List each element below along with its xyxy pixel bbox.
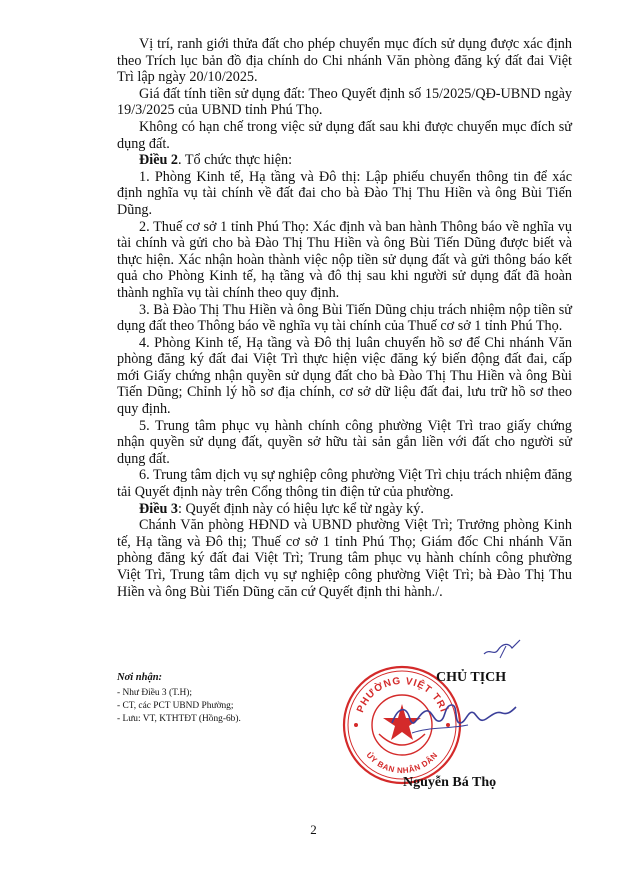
paragraph: 3. Bà Đào Thị Thu Hiền và ông Bùi Tiến Dũng chịu trách nhiệm nộp tiền sử dụng đất theo Thông báo về nghĩa vụ tài chính của Thuế cơ sở 1 tỉnh Phú Thọ. <box>117 301 572 335</box>
recipient-item: - CT, các PCT UBND Phường; <box>117 701 234 711</box>
recipient-item: - Như Điều 3 (T.H); <box>117 688 192 698</box>
article-label: Điều 3 <box>139 500 179 517</box>
recipients-title: Nơi nhận: <box>117 672 163 683</box>
article-label: Điều 2 <box>139 152 179 169</box>
paragraph: Không có hạn chế trong việc sử dụng đất sau khi được chuyển mục đích sử dụng đất. <box>117 118 572 152</box>
paragraph: Chánh Văn phòng HĐND và UBND phường Việt Trì; Trưởng phòng Kinh tế, Hạ tầng và Đô thị; Thuế cơ sở 1 tỉnh Phú Thọ; Giám đốc Chi nhánh Văn phòng đăng ký đất đai Việt Trì; Trung tâm phục vụ hành chính công phường Việt Trì, Trung tâm dịch vụ sự nghiệp công phường Việt Trì; bà Đào Thị Thu Hiền và ông Bùi Tiến Dũng căn cứ Quyết định thi hành./. <box>117 517 572 600</box>
signer-name: Nguyễn Bá Thọ <box>403 775 497 790</box>
recipients-block <box>117 672 347 726</box>
paragraph: 2. Thuế cơ sở 1 tỉnh Phú Thọ: Xác định và ban hành Thông báo về nghĩa vụ tài chính và gửi cho bà Đào Thị Thu Hiền và ông Bùi Tiến Dũng được biết và thực hiện. Xác nhận hoàn thành việc nộp tiền sử dụng đất và gửi thông báo kết quả cho Phòng Kinh tế, hạ tầng và đô thị sau khi người sử dụng đất đã hoàn thành nghĩa vụ tài chính theo quy định. <box>117 218 572 301</box>
paragraph: 4. Phòng Kinh tế, Hạ tầng và Đô thị luân chuyển hồ sơ để Chi nhánh Văn phòng đăng ký đất đai Việt Trì thực hiện việc đăng ký biến động đất đai, cấp mới Giấy chứng nhận quyền sử dụng đất cho bà Đào Thị Thu Hiền và ông Bùi Tiến Dũng; Chỉnh lý hồ sơ địa chính, cơ sở dữ liệu đất đai, lưu trữ hồ sơ theo quy định. <box>117 334 572 418</box>
article-2-heading: Điều 2. Tổ chức thực hiện: <box>139 152 293 169</box>
signer-title: CHỦ TỊCH <box>436 670 507 685</box>
paragraph: 5. Trung tâm phục vụ hành chính công phường Việt Trì trao giấy chứng nhận quyền sử dụng đất, quyền sở hữu tài sản gắn liền với đất cho người sử dụng đất. <box>117 417 572 467</box>
paragraph: Giá đất tính tiền sử dụng đất: Theo Quyết định số 15/2025/QĐ-UBND ngày 19/3/2025 của UBND tỉnh Phú Thọ. <box>117 85 572 119</box>
initial-mark-icon <box>482 638 522 662</box>
svg-text:ỦY BAN NHÂN DÂN: ỦY BAN NHÂN DÂN <box>364 750 440 776</box>
handwritten-signature <box>388 693 518 741</box>
paragraph: 6. Trung tâm dịch vụ sự nghiệp công phường Việt Trì chịu trách nhiệm đăng tải Quyết định này trên Cổng thông tin điện tử của phường. <box>117 467 572 501</box>
svg-text:PHƯỜNG VIỆT TRÌ: PHƯỜNG VIỆT TRÌ <box>355 675 449 715</box>
article-3-heading: Điều 3: Quyết định này có hiệu lực kể từ ngày ký. <box>139 500 424 517</box>
paragraph: Vị trí, ranh giới thửa đất cho phép chuyển mục đích sử dụng được xác định theo Trích lục bản đồ địa chính do Chi nhánh Văn phòng đăng ký đất đai Việt Trì lập ngày 20/10/2025. <box>117 36 572 86</box>
recipient-item: - Lưu: VT, KTHTĐT (Hồng-6b). <box>117 714 241 724</box>
document-body <box>117 36 572 600</box>
paragraph: 1. Phòng Kinh tế, Hạ tầng và Đô thị: Lập phiếu chuyển thông tin để xác định nghĩa vụ tài chính về đất đai cho bà Đào Thị Thu Hiền và ông Bùi Tiến Dũng. <box>117 168 572 218</box>
page-number: 2 <box>310 822 317 837</box>
